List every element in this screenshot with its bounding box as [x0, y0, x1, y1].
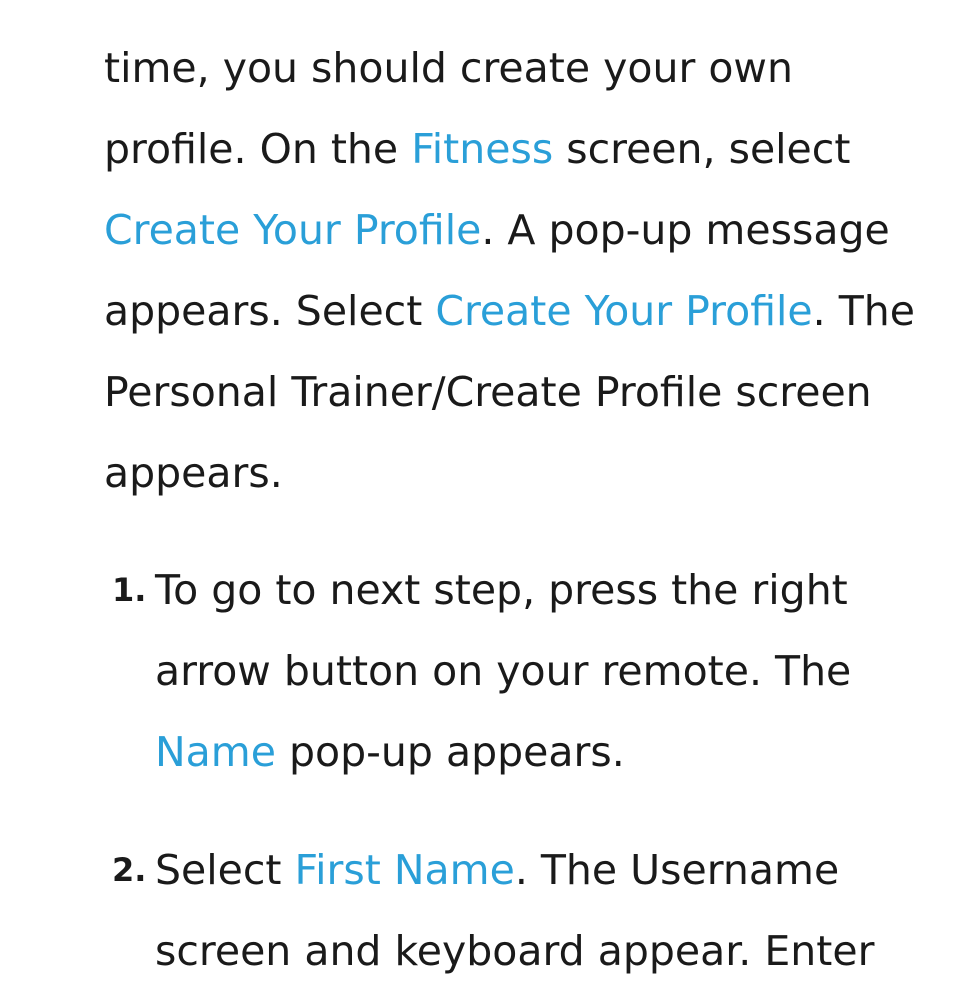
step-2-text	[155, 830, 915, 992]
step-1-number: 1.	[112, 571, 147, 609]
step-2-text-b: . The Username screen and keyboard appear. Enter	[155, 846, 875, 975]
intro-text-3: . A pop-up message appears. Select	[104, 206, 890, 335]
step-2-number: 2.	[112, 851, 147, 889]
step-2	[112, 830, 912, 992]
step-1-text-b: pop-up appears.	[275, 728, 625, 776]
name-popup-link: Name	[155, 728, 276, 776]
create-profile-link-1: Create Your Profile	[104, 206, 482, 254]
intro-text-4: . The Personal Trainer/Create Profile screen appears.	[104, 287, 915, 497]
create-profile-link-2: Create Your Profile	[435, 287, 813, 335]
step-1-text-a: To go to next step, press the right arrow button on your remote. The	[155, 566, 852, 695]
step-1-text	[155, 550, 915, 793]
fitness-link: Fitness	[411, 125, 554, 173]
first-name-link: First Name	[294, 846, 515, 894]
intro-text-2: screen, select	[553, 125, 851, 173]
intro-paragraph	[104, 28, 934, 514]
step-1	[112, 550, 912, 793]
step-2-text-a: Select	[155, 846, 295, 894]
intro-text-1: time, you should create your own profile. On the	[104, 44, 793, 173]
